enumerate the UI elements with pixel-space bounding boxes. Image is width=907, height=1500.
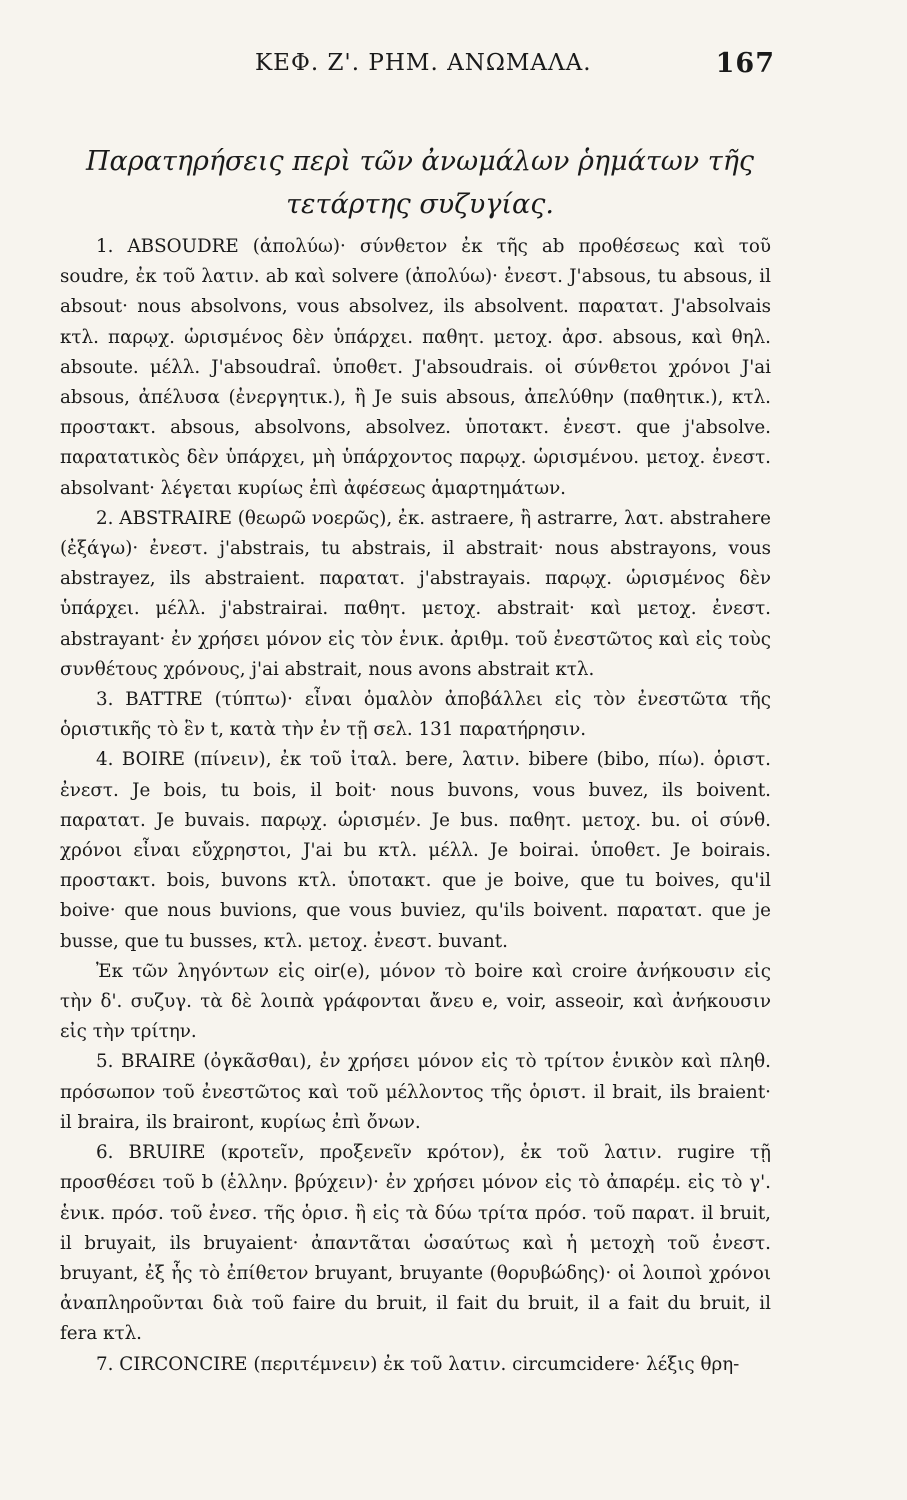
section-heading-line-2: τετάρτης συζυγίας. xyxy=(286,189,554,220)
paragraph-abstraire: 2. ABSTRAIRE (θεωρῶ νοερῶς), ἐκ. astraere, ἢ astrarre, λατ. abstrahere (ἐξάγω)· ἐνεστ. j'abstrais, tu abstrais, il abstrait· nous abstrayons, vous abstrayez, ils abstraient. παρατατ. j'abstrayais. παρῳχ. ὡρισμένος δὲν ὑπάρχει. μέλλ. j'abstrairai. παθητ. μετοχ. abstrait· καὶ μετοχ. ἐνεστ. abstrayant· ἐν χρήσει μόνον εἰς τὸν ἑνικ. ἀριθμ. τοῦ ἐνεστῶτος καὶ εἰς τοὺς συνθέτους χρόνους, j'ai abstrait, nous avons abstrait κτλ. xyxy=(60,507,771,680)
paragraph-bruire: 6. BRUIRE (κροτεῖν, προξενεῖν κρότον), ἐκ τοῦ λατιν. rugire τῇ προσθέσει τοῦ b (ἑλλην. βρύχειν)· ἐν χρήσει μόνον εἰς τὸ ἀπαρέμ. εἰς τὸ γ'. ἑνικ. πρόσ. τοῦ ἐνεσ. τῆς ὁρισ. ἢ εἰς τὰ δύω τρίτα πρόσ. τοῦ παρατ. il bruit, il bruyait, ils bruyaient· ἀπαντᾶται ὡσαύτως καὶ ἡ μετοχὴ τοῦ ἐνεστ. bruyant, ἐξ ἧς τὸ ἐπίθετον bruyant, bruyante (θορυβώδης)· οἱ λοιποὶ χρόνοι ἀναπληροῦνται διὰ τοῦ faire du bruit, il fait du bruit, il a fait du bruit, il fera κτλ. xyxy=(60,1142,771,1345)
paragraph-oir-note: Ἐκ τῶν ληγόντων εἰς oir(e), μόνον τὸ boire καὶ croire ἀνήκουσιν εἰς τὴν δ'. συζυγ. τὰ δὲ λοιπὰ γράφονται ἄνευ e, voir, asseoir, καὶ ἀνήκουσιν εἰς τὴν τρίτην. xyxy=(60,960,771,1043)
section-heading-line-1: Παρατηρήσεις περὶ τῶν ἀνωμάλων ῥημάτων τῆς xyxy=(85,146,755,177)
body-text xyxy=(60,232,771,1380)
paragraph-absoudre: 1. ABSOUDRE (ἀπολύω)· σύνθετον ἐκ τῆς ab προθέσεως καὶ τοῦ soudre, ἐκ τοῦ λατιν. ab καὶ solvere (ἀπολύω)· ἐνεστ. J'absous, tu absous, il absout· nous absolvons, vous absolvez, ils absolvent. παρατατ. J'absolvais κτλ. παρῳχ. ὡρισμένος δὲν ὑπάρχει. παθητ. μετοχ. ἀρσ. absous, καὶ θηλ. absoute. μέλλ. J'absoudraî. ὑποθετ. J'absoudrais. οἱ σύνθετοι χρόνοι J'ai absous, ἀπέλυσα (ἐνεργητικ.), ἢ Je suis absous, ἀπελύθην (παθητικ.), κτλ. προστακτ. absous, absolvons, absolvez. ὑποτακτ. ἐνεστ. que j'absolve. παρατατικὸς δὲν ὑπάρχει, μὴ ὑπάρχοντος παρῳχ. ὡρισμένου. μετοχ. ἐνεστ. absolvant· λέγεται κυρίως ἐπὶ ἀφέσεως ἁμαρτημάτων. xyxy=(60,236,771,499)
running-head-title: ΚΕΦ. Ζ'. ΡΗΜ. ΑΝΩΜΑΛΑ. xyxy=(255,50,592,76)
paragraph-battre: 3. BATTRE (τύπτω)· εἶναι ὁμαλὸν ἀποβάλλει εἰς τὸν ἐνεστῶτα τῆς ὁριστικῆς τὸ ἓν t, κατὰ τὴν ἐν τῇ σελ. 131 παρατήρησιν. xyxy=(60,689,771,741)
page-number: 167 xyxy=(715,48,775,79)
paragraph-braire: 5. BRAIRE (ὀγκᾶσθαι), ἐν χρήσει μόνον εἰς τὸ τρίτον ἑνικὸν καὶ πληθ. πρόσωπον τοῦ ἐνεστῶτος καὶ τοῦ μέλλοντος τῆς ὁριστ. il brait, ils braient· il braira, ils brairont, κυρίως ἐπὶ ὄνων. xyxy=(60,1051,771,1133)
paragraph-circoncire: 7. CIRCONCIRE (περιτέμνειν) ἐκ τοῦ λατιν. circumcidere· λέξις θρη- xyxy=(96,1353,740,1375)
paragraph-boire: 4. BOIRE (πίνειν), ἐκ τοῦ ἰταλ. bere, λατιν. bibere (bibo, πίω). ὁριστ. ἐνεστ. Je bois, tu bois, il boit· nous buvons, vous buvez, ils boivent. παρατατ. Je buvais. παρῳχ. ὡρισμέν. Je bus. παθητ. μετοχ. bu. οἱ σύνθ. χρόνοι εἶναι εὔχρηστοι, J'ai bu κτλ. μέλλ. Je boirai. ὑποθετ. Je boirais. προστακτ. bois, buvons κτλ. ὑποτακτ. que je boive, que tu boives, qu'il boive· que nous buvions, que vous buviez, qu'ils boivent. παρατατ. que je busse, que tu busses, κτλ. μετοχ. ἐνεστ. buvant. xyxy=(60,749,771,952)
